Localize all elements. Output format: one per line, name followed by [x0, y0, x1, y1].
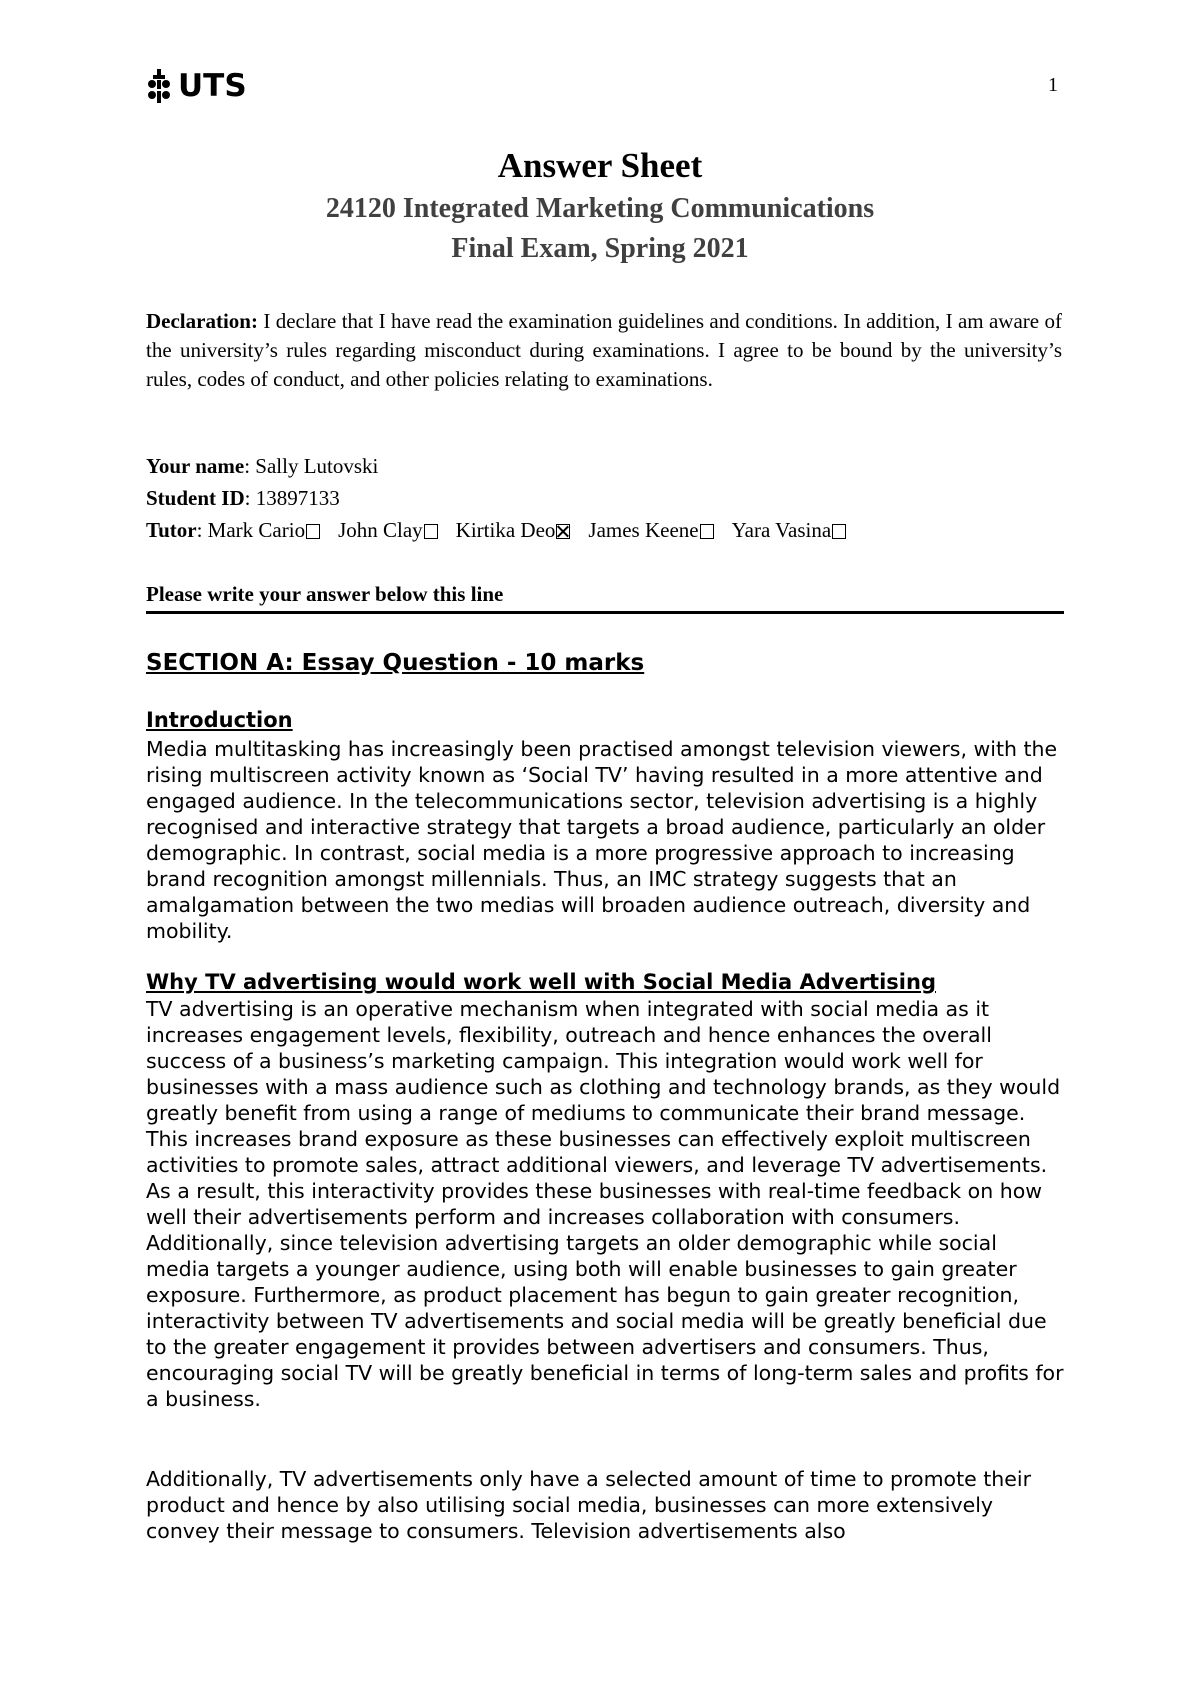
uts-logo [146, 66, 247, 106]
tutor-option-label: Yara Vasina [731, 518, 832, 542]
logo-text: UTS [178, 68, 247, 104]
exam-subtitle: Final Exam, Spring 2021 [451, 233, 749, 264]
tutor-colon: : [196, 518, 208, 542]
checkbox-icon[interactable] [424, 524, 438, 539]
tutor-option-label: Mark Cario [207, 518, 306, 542]
name-line [146, 452, 378, 480]
introduction-heading: Introduction [146, 708, 293, 732]
why-paragraph: TV advertising is an operative mechanism when integrated with social media as it increases engagement levels, flexibility, outreach and hence enhances the overall success of a business’s marketing campaign. This integration would work well for businesses with a mass audience such as clothing and technology brands, as they would greatly benefit from using a range of mediums to communicate their brand message. This increases brand exposure as these businesses can effectively exploit multiscreen activities to promote sales, attract additional viewers, and leverage TV advertisements. As a result, this interactivity provides these businesses with real-time feedback on how well their advertisements perform and increases collaboration with consumers. Additionally, since television advertising targets an older demographic while social media targets a younger audience, using both will enable businesses to gain greater exposure. Furthermore, as product placement has begun to gain greater recognition, interactivity between TV advertisements and social media will be greatly beneficial due to the greater engagement it provides between advertisers and consumers. Thus, encouraging social TV will be greatly beneficial in terms of long-term sales and profits for a business. [146, 997, 1064, 1411]
name-label: Your name [146, 454, 245, 478]
name-value: : Sally Lutovski [244, 454, 379, 478]
checkbox-icon[interactable] [700, 524, 714, 539]
tutor-line [146, 516, 864, 544]
checkbox-icon[interactable] [306, 524, 320, 539]
section-a-heading: SECTION A: Essay Question - 10 marks [146, 650, 645, 676]
uts-crest-icon [146, 69, 172, 103]
tutor-option[interactable] [208, 518, 320, 542]
course-subtitle: 24120 Integrated Marketing Communications [325, 193, 875, 224]
tutor-option[interactable] [456, 518, 571, 542]
tutor-option-label: John Clay [338, 518, 423, 542]
answer-instruction: Please write your answer below this line [146, 582, 504, 606]
introduction-paragraph: Media multitasking has increasingly been practised amongst television viewers, with the rising multiscreen activity known as ‘Social TV’ having resulted in a more attentive and engaged audience. In the telecommunications sector, television advertising is a highly recognised and interactive strategy that targets a broad audience, particularly an older demographic. In contrast, social media is a more progressive approach to increasing brand recognition amongst millennials. Thus, an IMC strategy suggests that an amalgamation between the two medias will broaden audience outreach, diversity and mobility. [146, 737, 1058, 943]
student-id-label: Student ID [146, 486, 245, 510]
checked-checkbox-icon[interactable] [556, 524, 570, 539]
tutor-option-label: James Keene [588, 518, 699, 542]
declaration-text: I declare that I have read the examination guidelines and conditions. In addition, I am aware of the university’s rules regarding misconduct during examinations. I agree to be bound by the university’s rules, codes of conduct, and other policies relating to examinations. [146, 309, 1062, 391]
tutor-option[interactable] [732, 518, 847, 542]
additional-paragraph: Additionally, TV advertisements only have a selected amount of time to promote their product and hence by also utilising social media, businesses can more extensively convey their message to consumers. Television advertisements also [146, 1467, 1032, 1543]
declaration-paragraph [146, 307, 1062, 394]
answer-divider [146, 611, 1064, 614]
tutor-option-label: Kirtika Deo [455, 518, 556, 542]
document-title: Answer Sheet [497, 146, 703, 185]
checkbox-icon[interactable] [832, 524, 846, 539]
student-id-value: : 13897133 [244, 486, 340, 510]
tutor-option[interactable] [338, 518, 438, 542]
page-number: 1 [1048, 74, 1058, 96]
why-heading: Why TV advertising would work well with Social Media Advertising [146, 970, 936, 994]
tutor-label: Tutor [146, 518, 197, 542]
student-id-line [146, 484, 340, 512]
tutor-option[interactable] [588, 518, 713, 542]
declaration-label: Declaration: [146, 309, 258, 333]
